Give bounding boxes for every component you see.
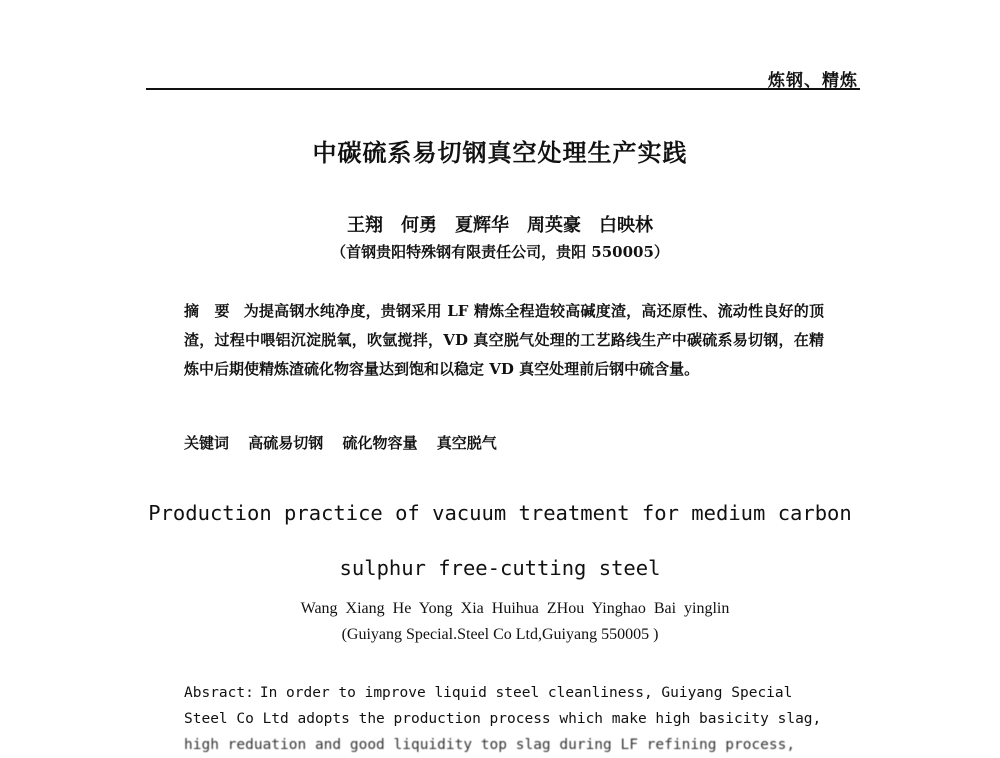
english-abstract-line: Steel Co Ltd adopts the production process which make high basicity slag,	[184, 711, 822, 727]
english-title-line-1: Production practice of vacuum treatment for medium carbon	[148, 501, 852, 525]
chinese-abstract-label: 摘 要	[184, 302, 230, 320]
english-affiliation: (Guiyang Special.Steel Co Ltd,Guiyang 550005 )	[341, 626, 659, 643]
chinese-authors: 王翔 何勇 夏辉华 周英豪 白映林	[347, 215, 653, 236]
english-abstract-text: In order to improve liquid steel cleanliness, Guiyang Special	[259, 685, 793, 701]
english-authors: Wang Xiang He Yong Xia Huihua ZHou Yinghao Bai yinglin	[300, 600, 730, 617]
keywords-label: 关键词	[184, 434, 230, 452]
chinese-affiliation: （首钢贵阳特殊钢有限责任公司，贵阳 550005）	[331, 243, 669, 261]
english-title-line-2: sulphur free-cutting steel	[339, 556, 661, 580]
chinese-keywords	[184, 432, 824, 453]
section-label: 炼钢、精炼	[768, 71, 858, 91]
english-abstract-label: Absract:	[184, 685, 254, 701]
keyword: 高硫易切钢	[248, 434, 324, 452]
english-abstract-line	[184, 680, 824, 706]
chinese-title: 中碳硫系易切钢真空处理生产实践	[312, 138, 688, 167]
english-abstract	[184, 680, 824, 758]
chinese-abstract	[184, 297, 824, 384]
header-rule	[146, 88, 860, 90]
keyword: 真空脱气	[436, 434, 497, 452]
english-abstract-line: high reduation and good liquidity top slag during LF refining process,	[184, 737, 796, 753]
keyword: 硫化物容量	[342, 434, 418, 452]
chinese-abstract-text: 为提高钢水纯净度，贵钢采用 LF 精炼全程造较高碱度渣，高还原性、流动性良好的顶渣，过程中喂铝沉淀脱氧，吹氩搅拌，VD 真空脱气处理的工艺路线生产中碳硫系易切钢，在精炼中后期使精炼渣硫化物容量达到饱和以稳定 VD 真空处理前后钢中硫含量。	[184, 302, 824, 378]
